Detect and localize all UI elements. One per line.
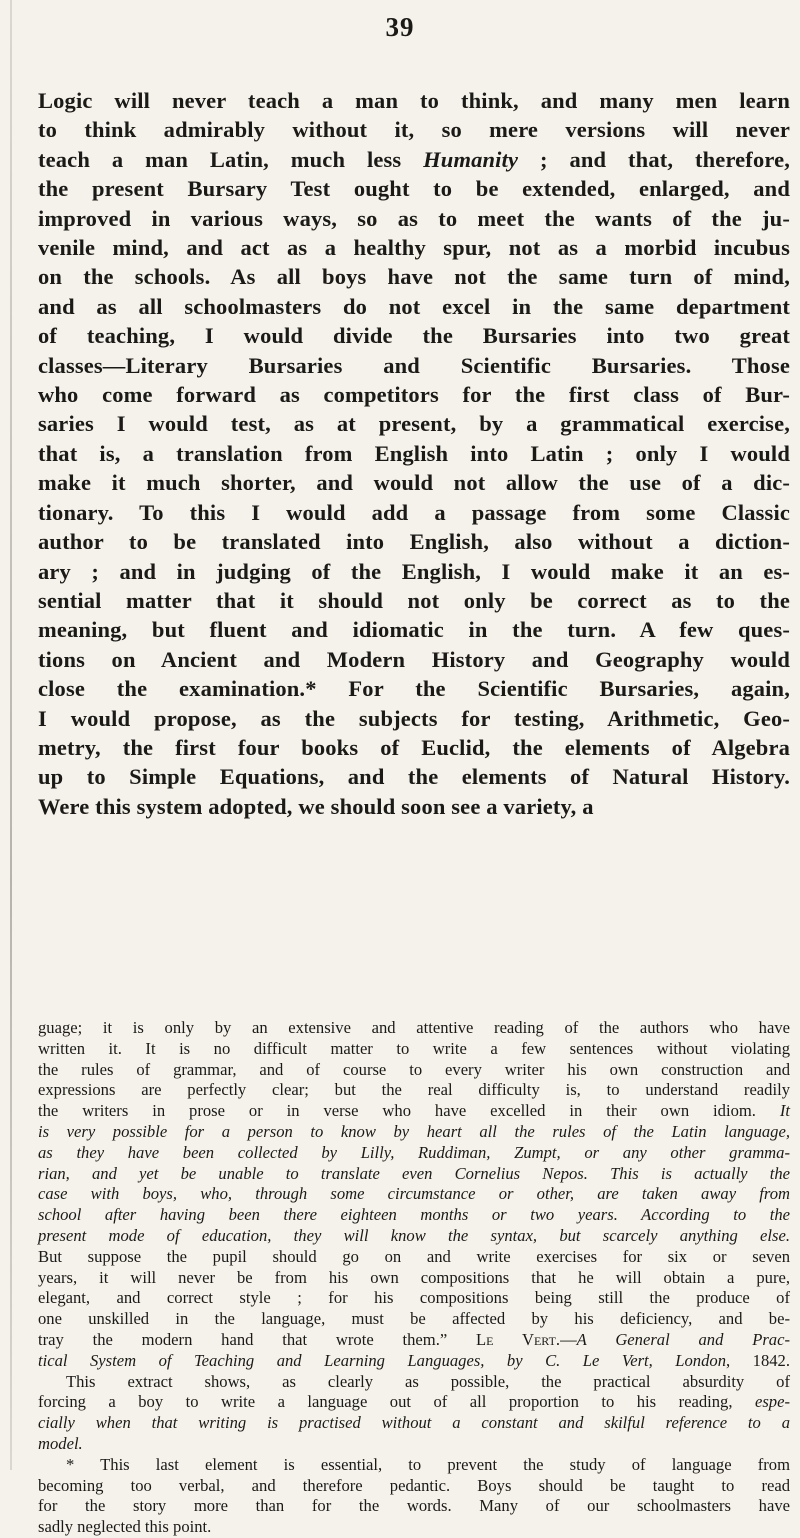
body-line [38,674,790,703]
text-run: sential matter that it should not only be correct as to the [38,587,790,613]
italic-run: present mode of education, they will know the syntax, but scarcely anything else. [38,1225,790,1245]
footnote-line [38,1330,790,1351]
text-run: venile mind, and act as a healthy spur, not as a morbid incubus [38,235,790,261]
body-line [38,557,790,586]
text-run: the present Bursary Test ought to be extended, enlarged, and [38,176,790,202]
footnote-line [38,1351,790,1372]
footnote-line [38,1039,790,1060]
footnote-line [38,1247,790,1268]
body-line [38,762,790,791]
text-run: , 1842. [726,1350,790,1370]
body-line [38,262,790,291]
body-line [38,174,790,203]
italic-run: espe- [754,1392,790,1412]
text-run: metry, the first four books of Euclid, the elements of Algebra [38,734,790,760]
text-run: Were this system adopted, we should soon see a variety, a [38,793,594,819]
text-run: years, it will never be from his own compositions that he will obtain a pure, [38,1267,790,1287]
text-run: tions on Ancient and Modern History and Geography would [38,646,790,672]
body-line [38,527,790,556]
footnote-line [38,1455,790,1476]
body-line [38,704,790,733]
footnote-line [38,1496,790,1517]
footnote-line [38,1413,790,1434]
body-line [38,468,790,497]
text-run: I would propose, as the subjects for testing, Arithmetic, Geo- [38,705,790,731]
body-line [38,233,790,262]
footnote-line [38,1476,790,1497]
footnote-line [38,1143,790,1164]
text-run: ary ; and in judging of the English, I would make it an es- [38,558,790,584]
body-line [38,498,790,527]
text-run: meaning, but fluent and idiomatic in the turn. A few ques- [38,617,790,643]
text-run: to think admirably without it, so mere versions will never [38,117,790,143]
text-run: the writers in prose or in verse who have excelled in their own idiom. [38,1101,780,1121]
body-line [38,586,790,615]
footnote-line [38,1226,790,1247]
footnote-line [38,1309,790,1330]
text-run: saries I would test, as at present, by a grammatical exercise, [38,411,790,437]
main-paragraph [38,86,790,821]
text-run: make it much shorter, and would not allow the use of a dic- [38,470,790,496]
body-line [38,380,790,409]
body-line [38,145,790,174]
footnote-line [38,1268,790,1289]
text-run: author to be translated into English, also without a diction- [38,529,790,555]
italic-run: Humanity [423,146,519,172]
text-run: written it. It is no difficult matter to write a few sentences without violating [38,1038,790,1058]
text-run: tionary. To this I would add a passage from some Classic [38,499,790,525]
body-line [38,645,790,674]
text-run: teach a man Latin, much less [38,146,424,172]
footnote-line [38,1434,790,1455]
text-run: tray the modern hand that wrote them.” [38,1329,477,1349]
italic-run: case with boys, who, through some circumstance or other, are taken away from [38,1184,790,1204]
text-run: that is, a translation from English into Latin ; only I would [38,440,790,466]
text-run: * This last element is essential, to prevent the study of language from [66,1454,790,1474]
text-run: improved in various ways, so as to meet the wants of the ju- [38,205,790,231]
footnote-line [38,1164,790,1185]
text-run: one unskilled in the language, must be affected by his deficiency, and be- [38,1309,790,1329]
footnote-line [38,1060,790,1081]
italic-run: model. [38,1433,83,1453]
body-line [38,115,790,144]
text-run: sadly neglected this point. [38,1517,212,1537]
footnote-line [38,1080,790,1101]
text-run: who come forward as competitors for the first class of Bur- [38,382,790,408]
italic-run: cially when that writing is practised without a constant and skilful reference to a [38,1413,790,1433]
text-run: becoming too verbal, and therefore pedantic. Boys should be taught to read [38,1475,790,1495]
body-line [38,733,790,762]
italic-run: It [779,1101,790,1121]
body-line [38,792,790,821]
page-number: 39 [385,12,415,42]
footnote-line [38,1288,790,1309]
text-run: up to Simple Equations, and the elements of Natural History. [38,764,790,790]
text-run: on the schools. As all boys have not the same turn of mind, [38,264,790,290]
italic-run: school after having been there eighteen months or two years. According to the [38,1205,790,1225]
text-run: forcing a boy to write a language out of all proportion to his reading, [38,1392,755,1412]
footnote-line [38,1122,790,1143]
text-run: guage; it is only by an extensive and attentive reading of the authors who have [38,1018,790,1037]
page-edge-shadow [10,0,12,1470]
text-run: Logic will never teach a man to think, and many men learn [38,88,790,113]
text-run: expressions are perfectly clear; but the real difficulty is, to understand readily [38,1080,790,1100]
body-line [38,615,790,644]
text-run: But suppose the pupil should go on and write exercises for six or seven [38,1246,790,1266]
body-line [38,351,790,380]
footnote-line [38,1517,790,1538]
footnote-line [38,1101,790,1122]
text-run: and as all schoolmasters do not excel in the same department [38,293,790,319]
footnote-block [38,1018,790,1538]
text-run: of teaching, I would divide the Bursaries into two great [38,323,790,349]
author-name: Le Vert [476,1329,556,1349]
text-run: the rules of grammar, and of course to every writer his own construction and [38,1059,790,1079]
footnote-line [38,1184,790,1205]
italic-run: is very possible for a person to know by heart all the rules of the Latin language, [38,1121,790,1141]
italic-run: rian, and yet be unable to translate even Cornelius Nepos. This is actually the [38,1163,790,1183]
italic-run: tical System of Teaching and Learning Languages, by C. Le Vert, London [38,1350,726,1370]
text-run: for the story more than for the words. Many of our schoolmasters have [38,1496,790,1516]
text-run: classes—Literary Bursaries and Scientific Bursaries. Those [38,352,790,378]
footnote-line [38,1372,790,1393]
text-run: .— [555,1329,577,1349]
body-line [38,204,790,233]
footnote-line [38,1018,790,1039]
body-line [38,292,790,321]
text-run: ; and that, therefore, [518,146,790,172]
body-line [38,409,790,438]
body-line [38,439,790,468]
italic-run: A General and Prac- [576,1329,790,1349]
text-run: elegant, and correct style ; for his compositions being still the produce of [38,1288,790,1308]
body-line [38,321,790,350]
footnote-line [38,1205,790,1226]
footnote-line [38,1392,790,1413]
body-line [38,86,790,115]
text-run: close the examination.* For the Scientific Bursaries, again, [38,676,790,702]
text-run: This extract shows, as clearly as possible, the practical absurdity of [66,1371,790,1391]
italic-run: as they have been collected by Lilly, Ruddiman, Zumpt, or any other gramma- [38,1142,790,1162]
